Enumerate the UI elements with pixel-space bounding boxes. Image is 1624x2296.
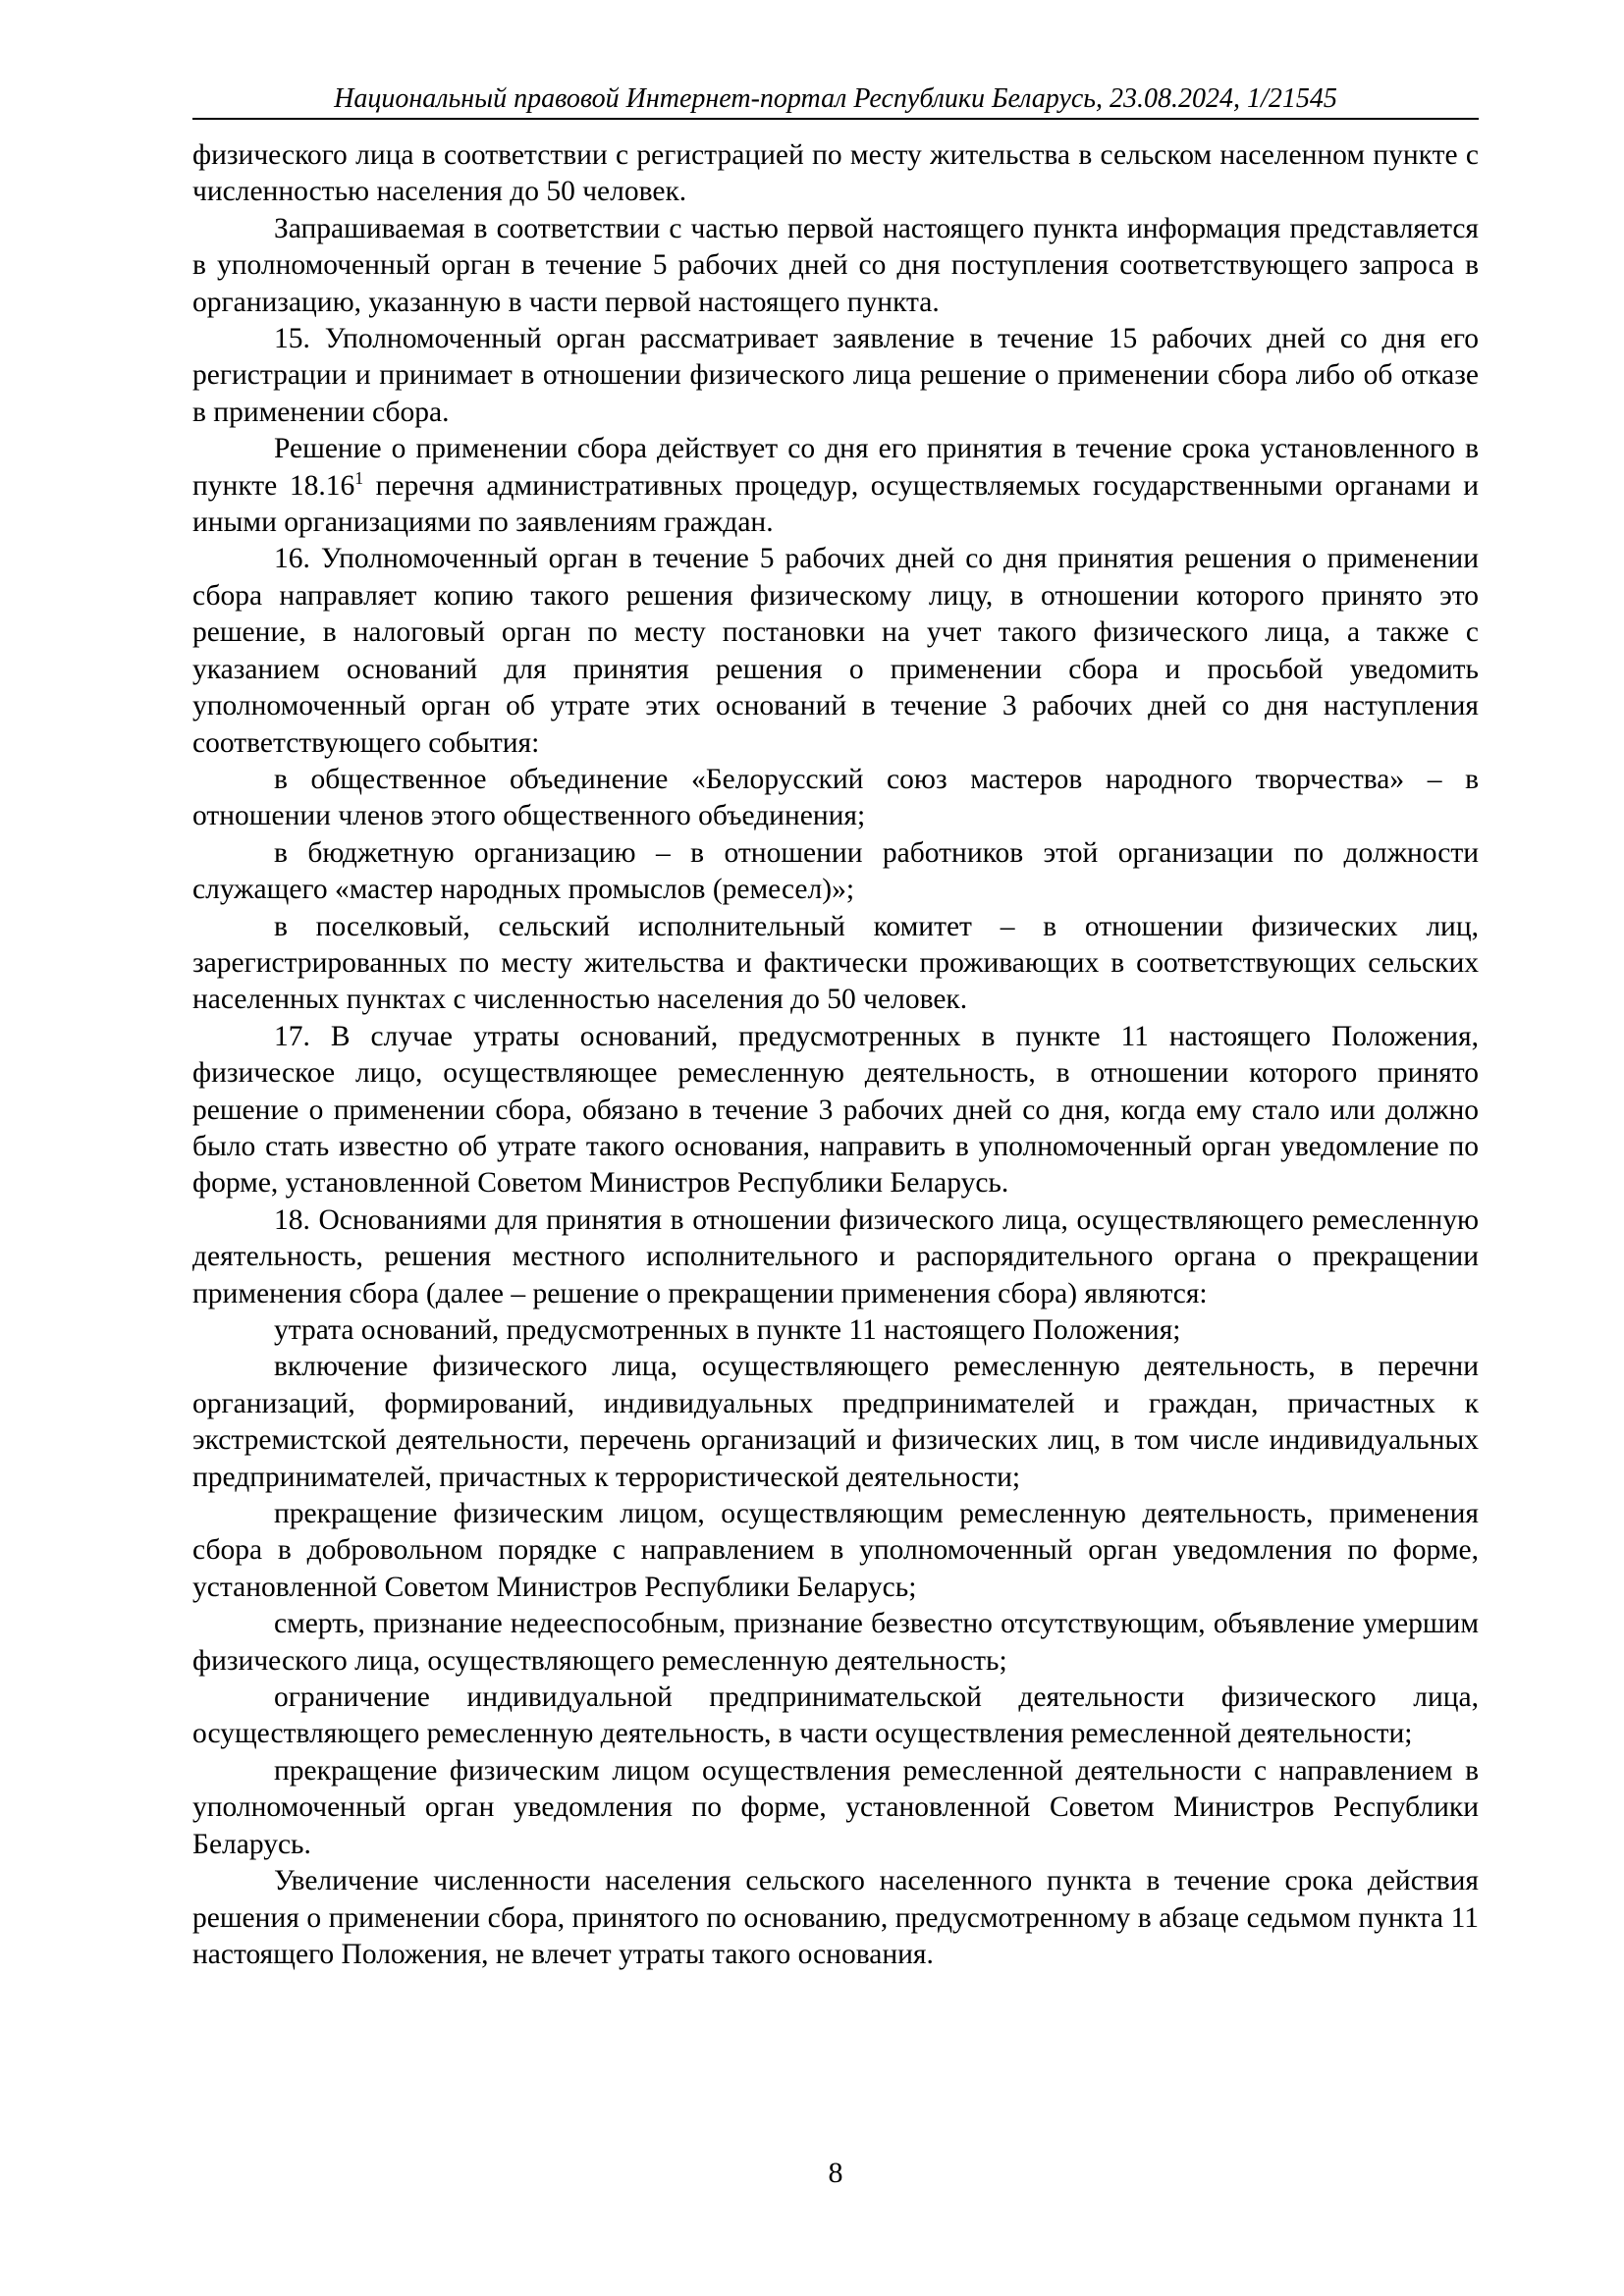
paragraph-ground-voluntary-termination: прекращение физическим лицом, осуществляющим ремесленную деятельность, применения сбора в добровольном порядке с направлением в уполномоченный орган уведомления по форме, установленной Советом Министров Республики Беларусь; (192, 1498, 1479, 1603)
header-divider (192, 118, 1479, 120)
page-number: 8 (828, 2157, 843, 2189)
text-segment: перечня административных процедур, осуществляемых государственными органами и иными организациями по заявлениям граждан. (192, 469, 1479, 539)
paragraph-list-village-committee: в поселковый, сельский исполнительный комитет – в отношении физических лиц, зарегистрированных по месту жительства и фактически проживающих в соответствующих сельских населенных пунктах с численностью населения до 50 человек. (192, 910, 1479, 1016)
document-body (192, 137, 1479, 1973)
paragraph-continuation: физического лица в соответствии с регистрацией по месту жительства в сельском населенном пункте с численностью населения до 50 человек. (192, 139, 1479, 208)
paragraph-item-16: 16. Уполномоченный орган в течение 5 рабочих дней со дня принятия решения о применении сбора направляет копию такого решения физическому лицу, в отношении которого принято это решение, в налоговый орган по месту постановки на учет такого физического лица, а также с указанием оснований для принятия решения о применении сбора и просьбой уведомить уполномоченный орган об утрате этих оснований в течение 3 рабочих дней со дня наступления соответствующего события: (192, 543, 1479, 759)
paragraph-decision-validity (192, 431, 1479, 541)
paragraph-item-17: 17. В случае утраты оснований, предусмотренных в пункте 11 настоящего Положения, физическое лицо, осуществляющее ремесленную деятельность, в отношении которого принято решение о применении сбора, обязано в течение 3 рабочих дней со дня, когда ему стало или должно было стать известно об утрате такого основания, направить в уполномоченный орган уведомление по форме, установленной Советом Министров Республики Беларусь. (192, 1020, 1479, 1200)
portal-header: Национальный правовой Интернет-портал Республики Беларусь, 23.08.2024, 1/21545 (334, 83, 1337, 114)
paragraph-list-budget-organization: в бюджетную организацию – в отношении работников этой организации по должности служащего «мастер народных промыслов (ремесел)»; (192, 836, 1479, 906)
paragraph-ground-activity-cessation: прекращение физическим лицом осуществления ремесленной деятельности с направлением в уполномоченный орган уведомления по форме, установленной Советом Министров Республики Беларусь. (192, 1754, 1479, 1860)
paragraph-list-public-association: в общественное объединение «Белорусский союз мастеров народного творчества» – в отношении членов этого общественного объединения; (192, 763, 1479, 832)
paragraph-item-15: 15. Уполномоченный орган рассматривает заявление в течение 15 рабочих дней со дня его регистрации и принимает в отношении физического лица решение о применении сбора либо об отказе в применении сбора. (192, 323, 1479, 428)
text-segment: Решение о применении сбора действует со дня его принятия в течение срока установленного в пункте 18.16 (192, 433, 1479, 502)
paragraph-ground-loss: утрата оснований, предусмотренных в пункте 11 настоящего Положения; (274, 1314, 1181, 1346)
paragraph-ground-activity-restriction: ограничение индивидуальной предпринимательской деятельности физического лица, осуществляющего ремесленную деятельность, в части осуществления ремесленной деятельности; (192, 1682, 1479, 1750)
paragraph-item-18: 18. Основаниями для принятия в отношении физического лица, осуществляющего ремесленную деятельность, решения местного исполнительного и распорядительного органа о прекращении применения сбора (далее – решение о прекращении применения сбора) являются: (192, 1203, 1479, 1309)
paragraph-population-increase: Увеличение численности населения сельского населенного пункта в течение срока действия решения о применении сбора, принятого по основанию, предусмотренному в абзаце седьмом пункта 11 настоящего Положения, не влечет утраты такого основания. (192, 1865, 1479, 1970)
paragraph-ground-death-incapacity: смерть, признание недееспособным, признание безвестно отсутствующим, объявление умершим физического лица, осуществляющего ремесленную деятельность; (192, 1608, 1479, 1677)
paragraph-requested-info: Запрашиваемая в соответствии с частью первой настоящего пункта информация представляется в уполномоченный орган в течение 5 рабочих дней со дня поступления соответствующего запроса в организацию, указанную в части первой настоящего пункта. (192, 212, 1479, 318)
paragraph-ground-extremist-list: включение физического лица, осуществляющего ремесленную деятельность, в перечни организаций, формирований, индивидуальных предпринимателей и граждан, причастных к экстремистской деятельности, перечень организаций и физических лиц, в том числе индивидуальных предпринимателей, причастных к террористической деятельности; (192, 1351, 1479, 1493)
footnote-superscript: 1 (354, 467, 364, 488)
